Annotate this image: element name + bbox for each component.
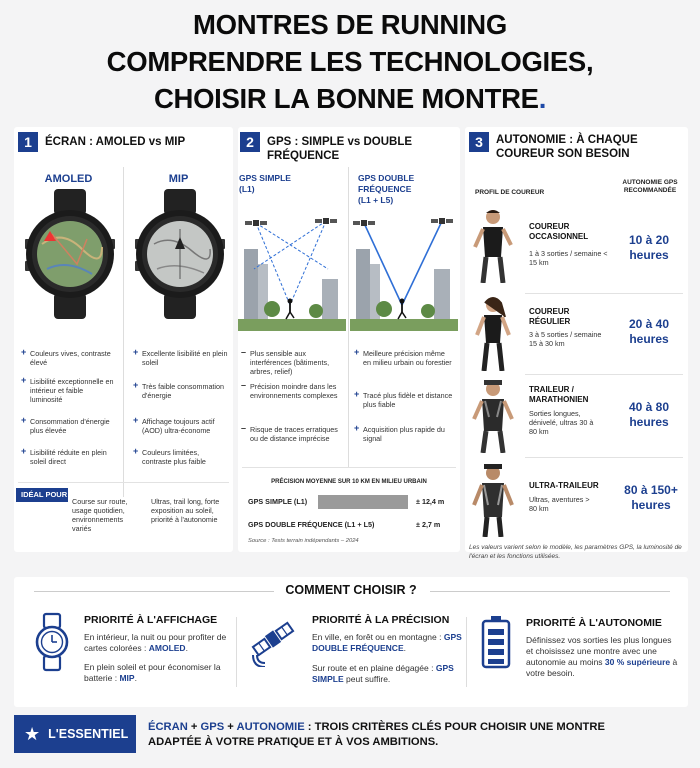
profile-desc: 3 à 5 sorties / semaine 15 à 30 km [529, 330, 602, 348]
profile-desc: Sorties longues, dénivelé, ultras 30 à 80 km [529, 409, 594, 436]
divider [242, 467, 456, 468]
text: Définissez vos sorties les plus longues et choisissez une montre avec une autonomie au moins [526, 635, 672, 667]
precision-bar-simple [318, 495, 408, 509]
ideal-amoled: Course sur route, usage quotidien, environnements variés [72, 497, 128, 533]
text: à votre besoin. [526, 657, 678, 678]
profile-name: TRAILEUR / MARATHONIEN [529, 385, 589, 404]
section-title: GPS : SIMPLE vs DOUBLE FRÉQUENCE [267, 136, 413, 162]
highlight-mip: MIP [119, 673, 135, 683]
precision-row-label: GPS DOUBLE FRÉQUENCE (L1 + L5) [248, 520, 375, 529]
profile-autonomy: 10 à 20 heures [628, 233, 670, 262]
amoled-point: + Lisibilité exceptionnelle en intérieur et faible luminosité [21, 377, 117, 404]
source-note: Source : Tests terrain indépendants – 2024 [248, 538, 359, 544]
section-gps [238, 127, 460, 552]
divider [466, 617, 467, 687]
amoled-watch-image [22, 189, 118, 319]
col-profile-header: PROFIL DE COUREUR [475, 189, 545, 196]
gps-double-point: + Tracé plus fidèle et distance plus fiable [354, 391, 454, 409]
mip-point: + Couleurs limitées, contraste plus faible [133, 448, 229, 466]
precision-title: PRÉCISION MOYENNE SUR 10 KM EN MILIEU URBAIN [271, 479, 427, 485]
ideal-badge: IDÉAL POUR [16, 488, 68, 502]
essentiel-text [148, 720, 688, 750]
choose-col2-p2 [312, 663, 477, 685]
section-number: 3 [469, 132, 489, 152]
highlight-gps-double: GPS DOUBLE FRÉQUENCE [312, 632, 462, 653]
section-number: 2 [240, 132, 260, 152]
amoled-label: AMOLED [44, 173, 93, 185]
profile-autonomy: 80 à 150+ heures [624, 483, 678, 512]
text: En intérieur, la nuit ou pour profiter de cartes colorées : [84, 632, 227, 653]
choose-col1-p2 [84, 662, 244, 684]
highlight-30-percent: 30 % supérieure [604, 657, 671, 667]
page-title [0, 6, 700, 117]
title-dot: . [538, 83, 547, 114]
divider [236, 617, 237, 687]
divider [123, 167, 124, 497]
section-title: AUTONOMIE : À CHAQUE COUREUR SON BESOIN [496, 134, 638, 160]
gps-simple-label: GPS SIMPLE (L1) [239, 173, 291, 194]
gps-double-label: GPS DOUBLE FRÉQUENCE (L1 + L5) [358, 173, 415, 205]
divider [525, 457, 683, 458]
title-line-3-text: CHOISIR LA BONNE MONTRE [153, 83, 539, 114]
watch-icon [32, 612, 72, 672]
gps-double-illustration [350, 209, 458, 331]
text: . [185, 643, 188, 653]
section-title: ÉCRAN : AMOLED vs MIP [45, 136, 186, 148]
title-line-2: COMPRENDRE LES TECHNOLOGIES, [106, 46, 594, 77]
choose-col3-title: PRIORITÉ À L'AUTONOMIE [526, 617, 662, 629]
precision-value: ± 12,4 m [416, 497, 445, 506]
title-line-3 [0, 80, 700, 117]
mip-watch-image [132, 189, 228, 319]
satellite-icon [249, 615, 297, 667]
choose-col3-p1 [526, 635, 678, 679]
runner-trail-image [471, 377, 515, 453]
choose-title: COMMENT CHOISIR ? [285, 583, 417, 597]
highlight-autonomie: AUTONOMIE [236, 721, 305, 733]
star-icon: ★ [24, 724, 41, 744]
precision-row-label: GPS SIMPLE (L1) [248, 497, 308, 506]
mip-label: MIP [168, 173, 189, 185]
autonomy-note: Les valeurs varient selon le modèle, les paramètres GPS, la luminosité de l'écran et les fonctions utilisées. [469, 544, 682, 560]
section-screen [14, 127, 233, 552]
runner-ultra-image [471, 461, 515, 537]
battery-icon [480, 615, 512, 669]
gps-double-point: + Meilleure précision même en milieu urbain ou forestier [354, 349, 454, 367]
text: . [403, 643, 406, 653]
section-screen-header [18, 132, 185, 152]
essentiel-label: L'ESSENTIEL [48, 727, 129, 741]
choose-col2-title: PRIORITÉ À LA PRÉCISION [312, 614, 450, 626]
essentiel-line-2: ADAPTÉE À VOTRE PRATIQUE ET À VOS AMBITIONS. [148, 736, 439, 748]
divider [525, 293, 683, 294]
section-number: 1 [18, 132, 38, 152]
divider [525, 374, 683, 375]
text: Sur route et en plaine dégagée : [312, 663, 436, 673]
col-autonomy-header: AUTONOMIE GPS RECOMMANDÉE [622, 179, 678, 194]
amoled-point: + Couleurs vives, contraste élevé [21, 349, 117, 367]
runner-regular-image [471, 295, 515, 371]
choose-col1-p1 [84, 632, 244, 654]
profile-desc: 1 à 3 sorties / semaine < 15 km [529, 249, 608, 267]
text: + [187, 721, 201, 733]
text: : TROIS CRITÈRES CLÉS POUR CHOISIR UNE MONTRE [304, 721, 605, 733]
gps-double-point: + Acquisition plus rapide du signal [354, 425, 454, 443]
text: En ville, en forêt ou en montagne : [312, 632, 444, 642]
text: . [134, 673, 137, 683]
gps-simple-point: – Risque de traces erratiques ou de distance imprécise [241, 425, 341, 443]
amoled-point: + Lisibilité réduite en plein soleil direct [21, 448, 117, 466]
mip-point: + Excellente lisibilité en plein soleil [133, 349, 229, 367]
highlight-gps-simple: GPS SIMPLE [312, 663, 454, 684]
text: En plein soleil et pour économiser la batterie : [84, 662, 221, 683]
divider [18, 482, 229, 483]
highlight-ecran: ÉCRAN [148, 721, 188, 733]
section-autonomy-header [469, 132, 684, 161]
choose-col1-title: PRIORITÉ À L'AFFICHAGE [84, 614, 218, 626]
profile-desc: Ultras, aventures > 80 km [529, 495, 590, 513]
choose-section [14, 577, 688, 707]
choose-col2-p1 [312, 632, 477, 654]
runner-occasional-image [471, 207, 515, 283]
ideal-mip: Ultras, trail long, forte exposition au soleil, priorité à l'autonomie [151, 497, 220, 524]
gps-simple-point: – Plus sensible aux interférences (bâtiments, arbres, relief) [241, 349, 345, 376]
precision-value: ± 2,7 m [416, 520, 441, 529]
gps-simple-point: – Précision moindre dans les environnements complexes [241, 382, 341, 400]
section-gps-header [240, 132, 460, 163]
profile-name: COUREUR RÉGULIER [529, 307, 571, 326]
section-autonomy [465, 127, 688, 552]
gps-simple-illustration [238, 209, 346, 331]
mip-point: + Affichage toujours actif (AOD) ultra-économe [133, 417, 229, 435]
title-line-1: MONTRES DE RUNNING [193, 9, 507, 40]
highlight-amoled: AMOLED [148, 643, 186, 653]
profile-name: ULTRA-TRAILEUR [529, 481, 599, 490]
text: peut suffire. [343, 674, 391, 684]
profile-name: COUREUR OCCASIONNEL [529, 222, 589, 241]
divider [348, 167, 349, 467]
text: + [224, 721, 237, 733]
essentiel-badge [14, 715, 136, 753]
profile-autonomy: 20 à 40 heures [628, 317, 670, 346]
highlight-gps: GPS [200, 721, 225, 733]
essentiel-line-1 [148, 720, 688, 735]
mip-point: + Très faible consommation d'énergie [133, 382, 229, 400]
amoled-point: + Consommation d'énergie plus élevée [21, 417, 117, 435]
profile-autonomy: 40 à 80 heures [628, 400, 670, 429]
